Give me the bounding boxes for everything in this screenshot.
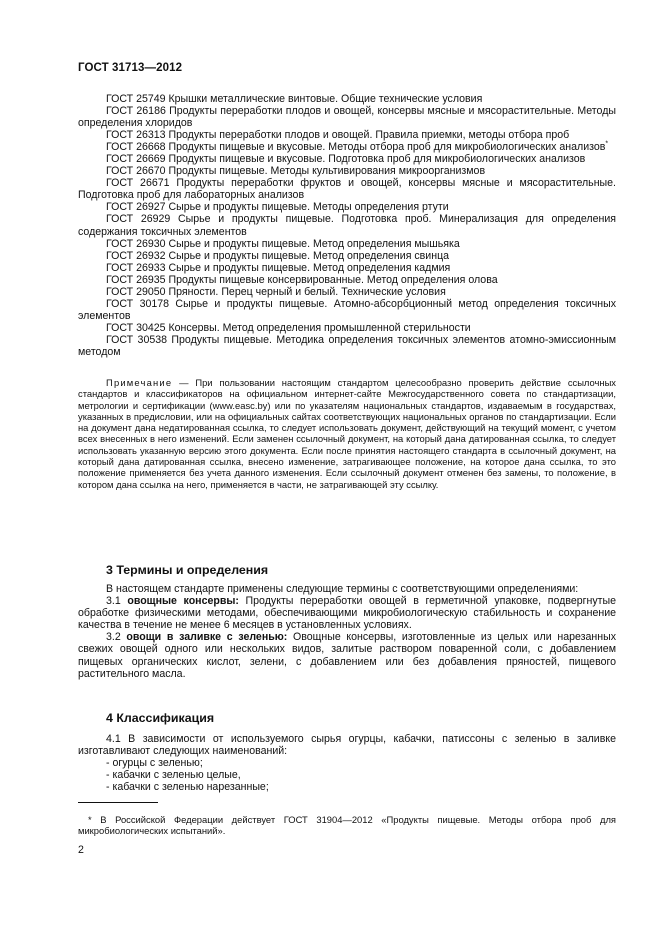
- reference-text: ГОСТ 26670 Продукты пищевые. Методы культивирования микроорганизмов: [106, 165, 486, 178]
- term-number: 3.1: [106, 595, 128, 608]
- reference-text: ГОСТ 26930 Сырье и продукты пищевые. Метод определения мышьяка: [106, 237, 460, 250]
- reference-text: ГОСТ 26935 Продукты пищевые консервированные. Метод определения олова: [106, 273, 498, 286]
- reference-item: [78, 141, 616, 153]
- reference-item: [78, 334, 616, 358]
- reference-text: ГОСТ 26933 Сырье и продукты пищевые. Метод определения кадмия: [106, 261, 451, 274]
- footnote: * В Российской Федерации действует ГОСТ 31904—2012 «Продукты пищевые. Методы отбора проб для микробиологических испытаний».: [78, 814, 616, 837]
- reference-text: ГОСТ 25749 Крышки металлические винтовые. Общие технические условия: [106, 93, 483, 105]
- section-3-heading: 3 Термины и определения: [106, 563, 269, 577]
- reference-text: ГОСТ 26669 Продукты пищевые и вкусовые. Подготовка проб для микробиологических анализов: [106, 153, 586, 166]
- section-4-intro: 4.1 В зависимости от используемого сырья огурцы, кабачки, патиссоны с зеленью в заливке изготавливают следующих наименований:: [78, 733, 616, 758]
- reference-text: ГОСТ 26929 Сырье и продукты пищевые. Подготовка проб. Минерализация для определения содержания токсичных элементов: [78, 213, 616, 238]
- list-item: - кабачки с зеленью целые,: [106, 769, 241, 782]
- reference-item: [78, 274, 616, 286]
- reference-item: [78, 238, 616, 250]
- reference-item: [78, 322, 616, 334]
- term-3-1: [78, 595, 616, 631]
- reference-text: ГОСТ 30178 Сырье и продукты пищевые. Атомно-абсорбционный метод определения токсичных элементов: [78, 297, 616, 322]
- reference-item: [78, 153, 616, 165]
- section-3-body: [78, 583, 616, 680]
- normative-references-list: [78, 93, 616, 358]
- note-label: Примечание: [106, 377, 173, 388]
- term-number: 3.2: [106, 631, 127, 644]
- reference-item: [78, 105, 616, 129]
- section-4-heading: 4 Классификация: [106, 711, 215, 725]
- footnote-divider: [78, 802, 158, 803]
- term-definition: Овощные консервы, изготовленные из целых или нарезанных свежих овощей одного или нескольких видов, залитые раствором поваренной соли, с добавлением пищевых органических кислот, зелени, с добавлением или без добавления пряностей, пищевого растительного масла.: [78, 631, 616, 680]
- list-item: - огурцы с зеленью;: [106, 757, 203, 770]
- reference-item: [78, 262, 616, 274]
- term-definition: Продукты переработки овощей в герметичной упаковке, подвергнутые обработке физическими методами, обеспечивающими микробиологическую стабильность и сохранение качества в течение не менее 6 месяцев в установленных условиях.: [78, 595, 616, 632]
- reference-text: ГОСТ 30538 Продукты пищевые. Методика определения токсичных элементов атомно-эмиссионным методом: [78, 333, 616, 358]
- reference-item: [78, 177, 616, 201]
- reference-text: ГОСТ 26313 Продукты переработки плодов и овощей. Правила приемки, методы отбора проб: [106, 129, 570, 142]
- section-3-intro: В настоящем стандарте применены следующие термины с соответствующими определениями:: [106, 583, 579, 595]
- reference-item: [78, 165, 616, 177]
- page-number: 2: [78, 844, 84, 856]
- reference-text: ГОСТ 26927 Сырье и продукты пищевые. Методы определения ртути: [106, 201, 449, 214]
- reference-item: [78, 298, 616, 322]
- term-name: овощные консервы:: [127, 595, 239, 608]
- reference-text: ГОСТ 26186 Продукты переработки плодов и овощей, консервы мясные и мясорастительные. Методы определения хлоридов: [78, 105, 616, 130]
- section-4-body: [78, 733, 616, 793]
- reference-text: ГОСТ 26932 Сырье и продукты пищевые. Метод определения свинца: [106, 249, 450, 262]
- list-item: - кабачки с зеленью нарезанные;: [106, 781, 269, 794]
- reference-item: [78, 286, 616, 298]
- document-header: ГОСТ 31713—2012: [78, 62, 183, 74]
- reference-text: ГОСТ 30425 Консервы. Метод определения промышленной стерильности: [106, 321, 471, 334]
- reference-text: ГОСТ 26671 Продукты переработки фруктов и овощей, консервы мясные и мясорастительные. Подготовка проб для лабораторных анализов: [78, 177, 616, 202]
- reference-item: [78, 201, 616, 213]
- footnote-mark: *: [605, 140, 609, 148]
- reference-item: [78, 213, 616, 237]
- term-name: овощи в заливке с зеленью:: [126, 631, 288, 644]
- reference-text: ГОСТ 29050 Пряности. Перец черный и белый. Технические условия: [106, 285, 446, 298]
- note-text: — При пользовании настоящим стандартом целесообразно проверить действие ссылочных стандартов и классификаторов на официальном интернет-сайте Межгосударственного совета по стандартизации, метрологии и сертификации (www.easc.by) или по указателям национальных стандартов, издаваемым в государствах, указанных в предисловии, или на официальных сайтах соответствующих национальных органов по стандартизации. Если на документ дана недатированная ссылка, то следует использовать документ, действующий на текущий момент, с учетом всех внесенных в него изменений. Если заменен ссылочный документ, на который дана датированная ссылка, то следует использовать указанную версию этого документа. Если после принятия настоящего стандарта в ссылочный документ, на который дана датированная ссылка, внесено изменение, затрагивающее положение, на которое дана ссылка, то это положение применяется без учета данного изменения. Если ссылочный документ отменен без замены, то положение, в котором дана ссылка на него, применяется в части, не затрагивающей эту ссылку.: [78, 377, 616, 490]
- references-note: [78, 377, 616, 490]
- reference-item: [78, 129, 616, 141]
- reference-item: [78, 93, 616, 105]
- reference-item: [78, 250, 616, 262]
- term-3-2: [78, 631, 616, 679]
- reference-text: ГОСТ 26668 Продукты пищевые и вкусовые. Методы отбора проб для микробиологических анализов: [106, 141, 606, 154]
